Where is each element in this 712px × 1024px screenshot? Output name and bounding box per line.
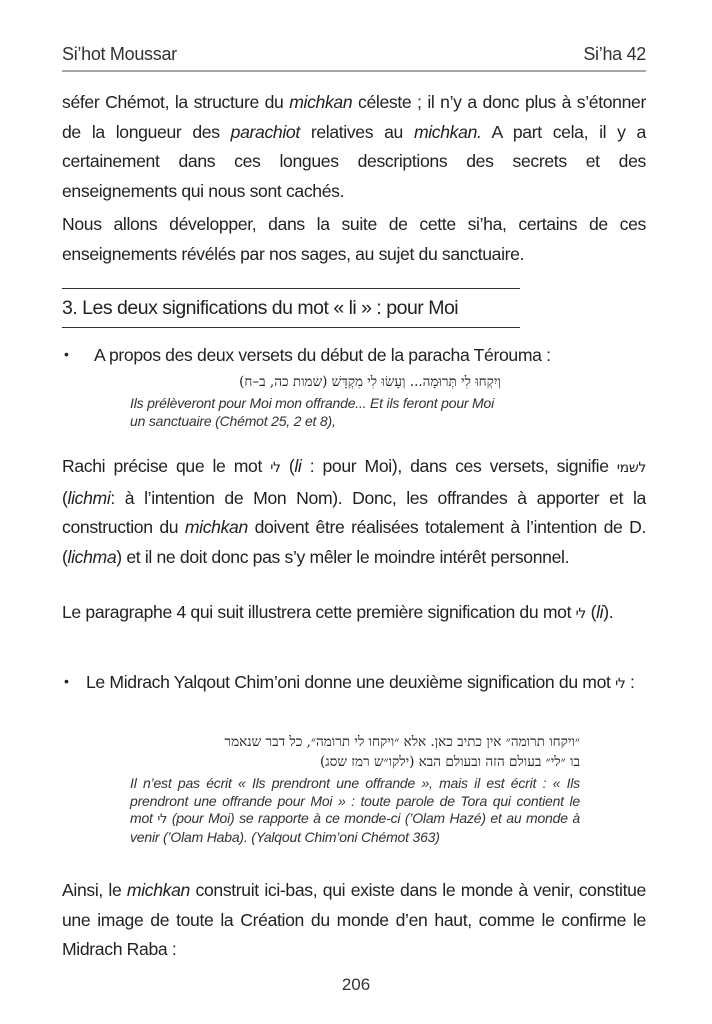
hebrew-line: בו ״לי״ בעולם הזה ובעולם הבא (ילקו״ש רמז שסג) xyxy=(319,754,580,770)
text-run: ( xyxy=(586,602,597,622)
rachi-paragraph xyxy=(62,452,646,572)
book-title: Si’hot Moussar xyxy=(62,44,177,64)
hebrew-word: לי xyxy=(270,460,281,476)
text-run: relatives au xyxy=(299,121,414,142)
section-heading-text: 3. Les deux significations du mot « li » : pour Moi xyxy=(62,297,459,319)
text-run: Le paragraphe 4 qui suit illustrera cette première signification du mot xyxy=(62,602,576,622)
hebrew-line: ״ויקחו תרומה״ אין כתיב כאן. אלא ״ויקחו לי תרומה״, כל דבר שנאמר xyxy=(224,734,580,750)
running-header xyxy=(62,42,646,72)
italic-term: michkan. xyxy=(413,121,482,142)
text-run: ) et il ne doit donc pas s’y mêler le moindre intérêt personnel. xyxy=(116,546,570,567)
paragraph-4-note xyxy=(62,598,646,630)
hebrew-word: לי xyxy=(157,812,168,827)
text-run: (pour Moi) se rapporte à ce monde-ci (’Olam Hazé) et au monde à venir (’Olam Haba). (Yalqout Chim’oni Chémot 363) xyxy=(130,810,580,845)
text-run: Ainsi, le xyxy=(62,880,127,900)
midrash-translation xyxy=(130,775,580,846)
text-run: A part cela, il y a certainement dans ces longues descriptions des secrets et des enseignements qui nous sont cachés. xyxy=(62,121,646,201)
hebrew-word: לשמי xyxy=(616,460,647,476)
hebrew-word: לי xyxy=(615,676,626,692)
italic-term: michkan xyxy=(289,92,353,112)
translation-line: un sanctuaire (Chémot 25, 2 et 8), xyxy=(130,412,336,429)
text-run: Rachi précise que le mot xyxy=(62,456,271,476)
text-run: ( xyxy=(280,456,295,476)
conclusion-paragraph xyxy=(62,876,646,965)
text-run: : pour Moi), dans ces versets, signifie xyxy=(301,456,617,476)
hebrew-word: לי xyxy=(575,606,587,622)
italic-term: li xyxy=(596,602,604,622)
translation-line: Ils prélèveront pour Moi mon offrande... Et ils feront pour Moi xyxy=(130,395,495,411)
italic-term: lichma xyxy=(67,546,117,567)
hebrew-midrash xyxy=(130,732,580,772)
intro-paragraph-2 xyxy=(62,210,646,269)
text-run: doivent être réalisées totalement à l’intention de D. ( xyxy=(62,517,647,567)
page-number: 206 xyxy=(341,975,371,994)
italic-term: lichmi xyxy=(67,487,111,508)
bullet-icon: • xyxy=(64,673,69,689)
italic-term: michkan xyxy=(126,880,190,900)
bullet-item-1 xyxy=(62,340,646,371)
bullet-item-2 xyxy=(62,667,646,700)
verse-translation xyxy=(130,395,580,430)
text-run: séfer Chémot, la structure du xyxy=(62,92,290,112)
chapter-label: Si’ha 42 xyxy=(583,44,646,64)
intro-paragraph-1 xyxy=(62,88,646,206)
text-run: construit ici-bas, qui existe dans le monde à venir, constitue une image de toute la Création du monde d’en haut, comme le confirme le Midrach Raba : xyxy=(62,880,646,959)
text-run: Il n’est pas écrit « Ils prendront une offrande », mais il est écrit : « Ils prendront une offrande pour Moi » : toute parole de Tora qui contient le mot xyxy=(130,775,580,826)
text-run: : xyxy=(625,672,635,692)
section-heading xyxy=(62,288,520,328)
hebrew-verse-text: וְיִקְחוּ לִי תְּרוּמָה... וְעָשׂוּ לִי מִקְדָּשׁ (שמות כה, ב–ח) xyxy=(239,374,501,390)
italic-term: li xyxy=(294,456,302,476)
text-run: Le Midrach Yalqout Chim’oni donne une deuxième signification du mot xyxy=(86,672,616,692)
text-run: ). xyxy=(603,602,614,622)
bullet-text: A propos des deux versets du début de la paracha Térouma : xyxy=(94,345,551,365)
italic-term: michkan xyxy=(184,517,248,537)
text-run: céleste ; il n’y a donc plus à s’étonner de la longueur des xyxy=(62,92,646,142)
hebrew-verse xyxy=(200,374,540,390)
text-run: ( xyxy=(62,487,68,508)
bullet-icon: • xyxy=(64,346,69,362)
text-run: : à l’intention de Mon Nom). Donc, les offrandes à apporter et la construction du xyxy=(62,487,646,537)
paragraph-text: Nous allons développer, dans la suite de cette si’ha, certains de ces enseignements révélés par nos sages, au sujet du sanctuaire. xyxy=(62,214,646,264)
italic-term: parachiot xyxy=(230,121,300,142)
